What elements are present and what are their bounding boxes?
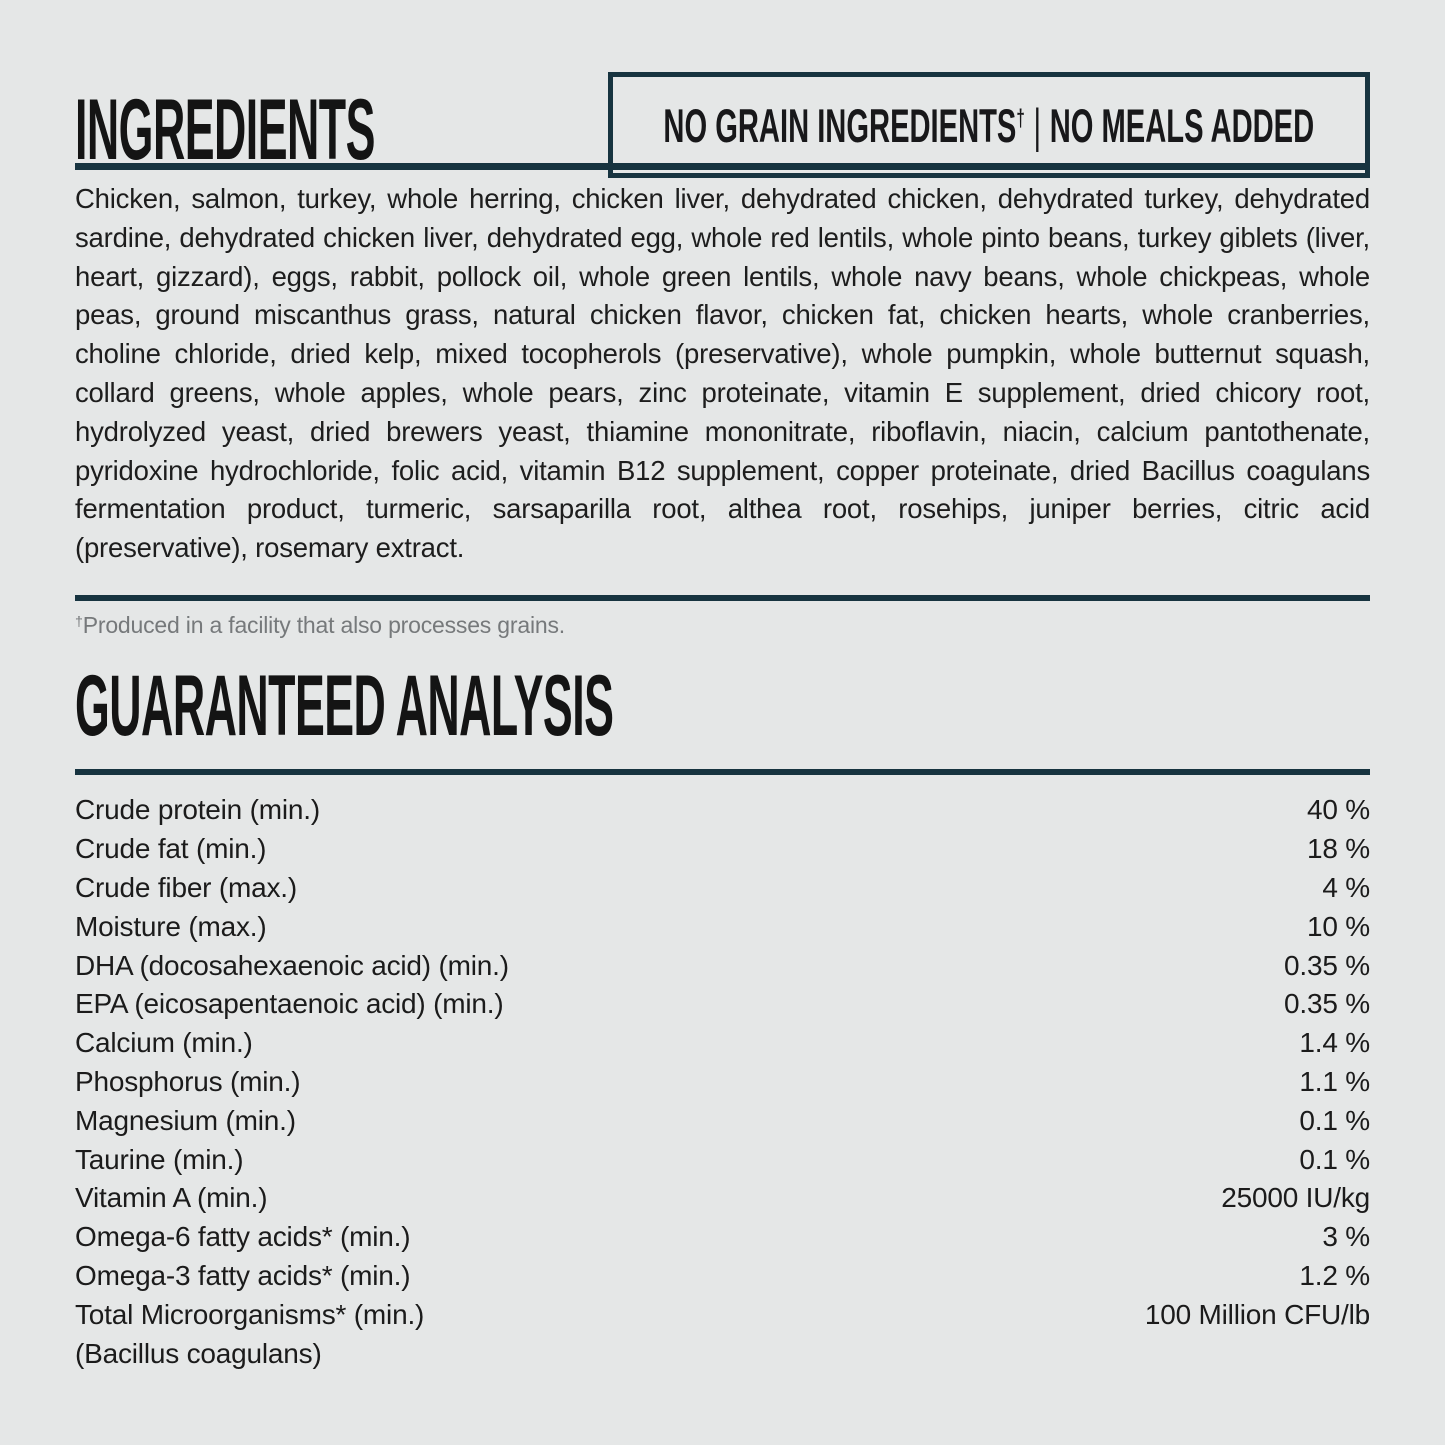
- analysis-row-label: Phosphorus (min.): [75, 1066, 301, 1098]
- analysis-row-label: Magnesium (min.): [75, 1104, 296, 1136]
- analysis-row: [75, 908, 1370, 947]
- analysis-row: [75, 830, 1370, 869]
- badge-right-text: NO MEALS ADDED: [1049, 98, 1315, 152]
- analysis-row: [75, 869, 1370, 908]
- divider-under-analysis-title: [75, 769, 1370, 775]
- analysis-row: [75, 1218, 1370, 1257]
- divider-under-ingredients: [75, 595, 1370, 601]
- analysis-row-label: Crude protein (min.): [75, 794, 320, 826]
- ingredients-title: INGREDIENTS: [75, 82, 375, 178]
- analysis-row: [75, 1257, 1370, 1296]
- analysis-row-value: 4 %: [1322, 872, 1370, 904]
- analysis-row: [75, 947, 1370, 986]
- footnote-dagger-symbol: †: [75, 614, 83, 631]
- dagger-symbol: †: [1016, 105, 1026, 133]
- analysis-row: [75, 1063, 1370, 1102]
- analysis-row: [75, 1335, 1370, 1374]
- analysis-row-value: 0.35 %: [1284, 949, 1370, 981]
- analysis-row-label: (Bacillus coagulans): [75, 1337, 322, 1369]
- footnote-text: Produced in a facility that also processes grains.: [82, 612, 565, 639]
- guaranteed-analysis-header: [75, 655, 1370, 755]
- analysis-row-label: DHA (docosahexaenoic acid) (min.): [75, 949, 509, 981]
- analysis-row-value: 1.4 %: [1299, 1027, 1370, 1059]
- analysis-row: [75, 1102, 1370, 1141]
- analysis-row-label: Total Microorganisms* (min.): [75, 1298, 425, 1330]
- analysis-row-value: 10 %: [1306, 910, 1370, 942]
- analysis-row-value: 0.1 %: [1299, 1104, 1370, 1136]
- analysis-row-value: 100 Million CFU/lb: [1144, 1298, 1370, 1330]
- analysis-row-label: Taurine (min.): [75, 1143, 244, 1175]
- no-grain-badge-text: [664, 98, 1315, 153]
- analysis-row: [75, 985, 1370, 1024]
- analysis-row-value: 40 %: [1306, 794, 1370, 826]
- analysis-row: [75, 1024, 1370, 1063]
- analysis-row-value: 0.1 %: [1299, 1143, 1370, 1175]
- badge-left-text: NO GRAIN INGREDIENTS: [663, 98, 1017, 152]
- no-grain-badge: [608, 72, 1370, 178]
- guaranteed-analysis-title: GUARANTEED ANALYSIS: [75, 658, 614, 755]
- analysis-table: [75, 791, 1370, 1373]
- analysis-row: [75, 1179, 1370, 1218]
- analysis-row-value: 18 %: [1306, 833, 1370, 865]
- analysis-row-label: Crude fat (min.): [75, 833, 267, 865]
- ingredients-paragraph: Chicken, salmon, turkey, whole herring, chicken liver, dehydrated chicken, dehydrated turkey, dehydrated sardine, dehydrated chicken liver, dehydrated egg, whole red lentils, whole pinto beans, turkey giblets (liver, heart, gizzard), eggs, rabbit, pollock oil, whole green lentils, whole navy beans, whole chickpeas, whole peas, ground miscanthus grass, natural chicken flavor, chicken fat, chicken hearts, whole cranberries, choline chloride, dried kelp, mixed tocopherols (preservative), whole pumpkin, whole butternut squash, collard greens, whole apples, whole pears, zinc proteinate, vitamin E supplement, dried chicory root, hydrolyzed yeast, dried brewers yeast, thiamine mononitrate, riboflavin, niacin, calcium pantothenate, pyridoxine hydrochloride, folic acid, vitamin B12 supplement, copper proteinate, dried Bacillus coagulans fermentation product, turmeric, sarsaparilla root, althea root, rosehips, juniper berries, citric acid (preservative), rosemary extract.: [75, 183, 1370, 564]
- analysis-row-value: 25000 IU/kg: [1221, 1182, 1370, 1214]
- analysis-row-label: Omega-6 fatty acids* (min.): [75, 1221, 411, 1253]
- analysis-row-value: 0.35 %: [1284, 988, 1370, 1020]
- grain-facility-footnote: [75, 612, 1370, 639]
- analysis-row-label: Crude fiber (max.): [75, 872, 298, 904]
- analysis-row-label: Omega-3 fatty acids* (min.): [75, 1260, 411, 1292]
- analysis-row-value: 1.1 %: [1299, 1066, 1370, 1098]
- analysis-row-label: Calcium (min.): [75, 1027, 253, 1059]
- analysis-row-value: 1.2 %: [1299, 1260, 1370, 1292]
- analysis-row-label: EPA (eicosapentaenoic acid) (min.): [75, 988, 504, 1020]
- analysis-row: [75, 1296, 1370, 1335]
- analysis-row: [75, 791, 1370, 830]
- analysis-row: [75, 1141, 1370, 1180]
- badge-separator: |: [1033, 98, 1042, 152]
- analysis-row-value: 3 %: [1322, 1221, 1370, 1253]
- analysis-row-label: Vitamin A (min.): [75, 1182, 268, 1214]
- analysis-row-label: Moisture (max.): [75, 910, 267, 942]
- ingredients-header: [75, 0, 1370, 178]
